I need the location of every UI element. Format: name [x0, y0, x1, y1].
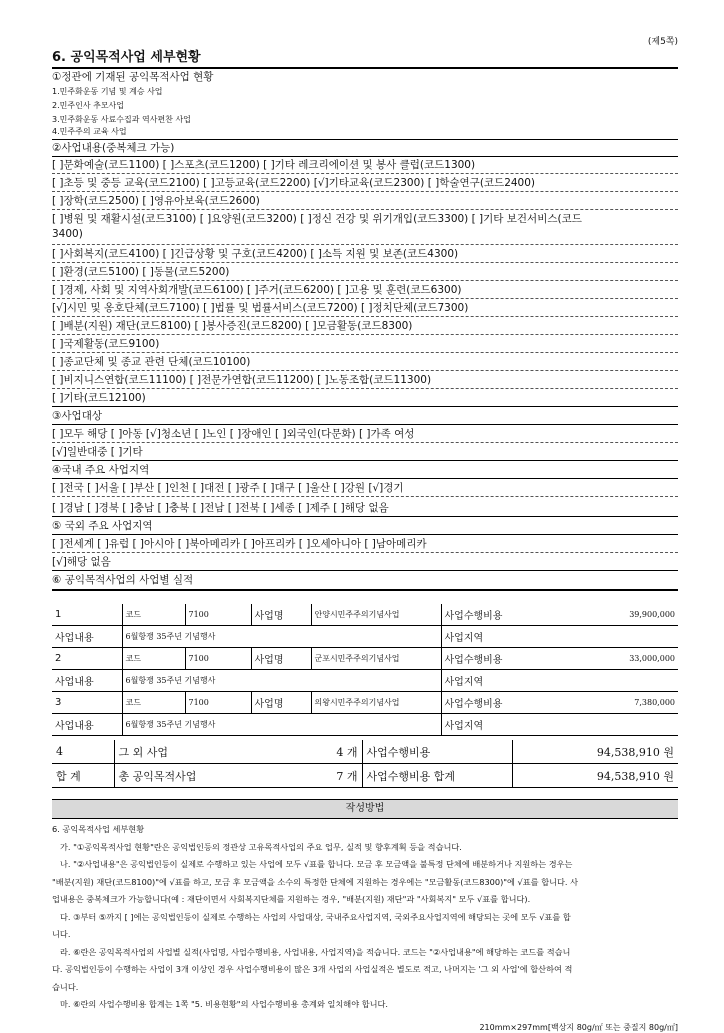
project-row [52, 692, 678, 714]
s2-line: [ ]장학(코드2500) [ ]영유아보육(코드2600) [52, 193, 678, 210]
note-line: 마. ⑥란의 사업수행비용 합계는 1쪽 "5. 비용현황"의 사업수행비용 총계와 일치해야 합니다. [60, 999, 389, 1009]
other-amount: 94,538,910 원 [512, 740, 678, 764]
project-name: 의왕시민주주의기념사업 [311, 692, 441, 714]
s2-line: [ ]경제, 사회 및 지역사회개발(코드6100) [ ]주거(코드6200) [ ]고용 및 훈련(코드6300) [52, 282, 678, 299]
amount-label: 사업수행비용 [441, 604, 514, 626]
s2-line: [ ]병원 및 재활시설(코드3100) [ ]요양원(코드3200) [ ]정신 건강 및 위기개입(코드3300) [ ]기타 보건서비스(코드 [52, 213, 582, 225]
content-label: 사업내용 [52, 714, 122, 736]
s2-line: [ ]국제활동(코드9100) [52, 336, 678, 353]
s6-heading: ⑥ 공익목적사업의 사업별 실적 [52, 572, 678, 591]
s2-line: [ ]기타(코드12100) [52, 390, 678, 407]
content-label: 사업내용 [52, 626, 122, 648]
s2-line: [ ]종교단체 및 종교 관련 단체(코드10100) [52, 354, 678, 371]
note-line: "배분(지원) 재단(코드8100)"에 √표를 하고, 모금 후 모금액을 소수의 특정한 단체에 지원하는 경우에는 "모금활동(코드8300)"에 √표를 합니다. 사 [52, 876, 579, 887]
s3-line: [√]일반대중 [ ]기타 [52, 444, 678, 461]
s1-item: 3.민주화운동 사료수집과 역사편찬 사업 [52, 115, 191, 124]
region-label: 사업지역 [441, 670, 514, 692]
s3-heading: ③사업대상 [52, 408, 678, 425]
name-label: 사업명 [251, 692, 311, 714]
sum-no: 합 계 [52, 764, 114, 788]
s5-heading: ⑤ 국외 주요 사업지역 [52, 518, 678, 535]
region-label: 사업지역 [441, 714, 514, 736]
performance-table [52, 604, 678, 736]
project-content: 6월항쟁 35주년 기념행사 [122, 714, 441, 736]
code-label: 코드 [122, 692, 185, 714]
note-line: 가. "①공익목적사업 현황"란은 공익법인등의 정관상 고유목적사업의 주요 업무, 실적 및 향후계획 등을 적습니다. [60, 841, 462, 852]
s5-line: [ ]전세계 [ ]유럽 [ ]아시아 [ ]북아메리카 [ ]아프리카 [ ]오세아니아 [ ]남아메리카 [52, 536, 678, 553]
page-number: (제5쪽) [647, 37, 678, 47]
s2-line: [ ]초등 및 중등 교육(코드2100) [ ]고등교육(코드2200) [√]기타교육(코드2300) [ ]학술연구(코드2400) [52, 175, 678, 192]
note-line: 다. 공익법인등이 수행하는 사업이 3개 이상인 경우 사업수행비용이 많은 3개 사업의 사업실적은 별도로 적고, 나머지는 '그 외 사업'에 합산하여 적 [52, 964, 573, 974]
amount-label: 사업수행비용 [441, 648, 514, 670]
project-detail-row [52, 670, 678, 692]
project-row [52, 604, 678, 626]
note-line: 6. 공익목적사업 세부현황 [52, 824, 145, 834]
amount-label: 사업수행비용 [441, 692, 514, 714]
project-no: 2 [52, 648, 122, 670]
s1-item: 4.민주주의 교육 사업 [52, 126, 678, 140]
project-region [514, 626, 678, 648]
other-count: 4 개 [314, 740, 362, 764]
content-label: 사업내용 [52, 670, 122, 692]
s2-heading: ②사업내용(중복체크 가능) [52, 140, 678, 157]
project-content: 6월항쟁 35주년 기념행사 [122, 626, 441, 648]
s1-item: 1.민주화운동 기념 및 계승 사업 [52, 87, 163, 96]
other-projects-row [52, 740, 678, 764]
note-line: 니다. [52, 929, 71, 939]
paper-spec-footer: 210mm×297mm[백상지 80g/㎡ 또는 중질지 80g/㎡] [479, 1023, 678, 1032]
project-no: 1 [52, 604, 122, 626]
other-no: 4 [52, 740, 114, 764]
code-label: 코드 [122, 604, 185, 626]
s5-line: [√]해당 없음 [52, 554, 678, 571]
s2-line: [ ]비지니스연합(코드11100) [ ]전문가연합(코드11200) [ ]노동조합(코드11300) [52, 372, 678, 389]
project-amount: 39,900,000 [514, 604, 678, 626]
note-line: 다. ③부터 ⑤까지 [ ]에는 공익법인등이 실제로 수행하는 사업의 사업대상, 국내주요사업지역, 국외주요사업지역에 해당되는 곳에 모두 √표를 합 [60, 911, 571, 922]
note-line: 라. ⑥란은 공익목적사업의 사업별 실적(사업명, 사업수행비용, 사업내용, 사업지역)을 적습니다. 코드는 "②사업내용"에 해당하는 코드를 적습니 [60, 946, 571, 957]
s1-heading: ①정관에 기재된 공익목적사업 현황 [52, 71, 214, 83]
s2-line: [√]시민 및 옹호단체(코드7100) [ ]법률 및 법률서비스(코드7200) [ ]정치단체(코드7300) [52, 300, 678, 317]
other-amount-label: 사업수행비용 [362, 740, 512, 764]
s3-line: [ ]모두 해당 [ ]아동 [√]청소년 [ ]노인 [ ]장애인 [ ]외국인(다문화) [ ]가족 여성 [52, 426, 678, 443]
s4-line: [ ]경남 [ ]경북 [ ]충남 [ ]충북 [ ]전남 [ ]전북 [ ]세종 [ ]제주 [ ]해당 없음 [52, 500, 678, 517]
s2-line: 3400) [52, 228, 678, 245]
sum-row [52, 764, 678, 788]
project-content: 6월항쟁 35주년 기념행사 [122, 670, 441, 692]
section-title: 6. 공익목적사업 세부현황 [52, 49, 678, 69]
s2-line: [ ]배분(지원) 재단(코드8100) [ ]봉사증진(코드8200) [ ]모금활동(코드8300) [52, 318, 678, 335]
note-line: 업내용은 중복체크가 가능합니다(예 : 재단이면서 사회복지단체를 지원하는 경우, "배분(지원) 재단"과 "사회복지" 모두 √표를 합니다). [52, 894, 531, 904]
project-code: 7100 [185, 648, 251, 670]
instructions [52, 821, 678, 1014]
project-detail-row [52, 626, 678, 648]
note-line: 습니다. [52, 981, 79, 992]
project-no: 3 [52, 692, 122, 714]
project-code: 7100 [185, 692, 251, 714]
s2-line: [ ]문화예술(코드1100) [ ]스포츠(코드1200) [ ]기타 레크리에이션 및 봉사 클럽(코드1300) [52, 157, 678, 174]
s4-line: [ ]전국 [ ]서울 [ ]부산 [ ]인천 [ ]대전 [ ]광주 [ ]대구 [ ]울산 [ ]강원 [√]경기 [52, 480, 678, 497]
howto-header: 작성방법 [52, 799, 678, 819]
project-row [52, 648, 678, 670]
project-name: 안양시민주주의기념사업 [311, 604, 441, 626]
name-label: 사업명 [251, 604, 311, 626]
project-region [514, 670, 678, 692]
s4-heading: ④국내 주요 사업지역 [52, 462, 678, 479]
sum-label: 총 공익목적사업 [114, 764, 314, 788]
other-label: 그 외 사업 [114, 740, 314, 764]
s1-item: 2.민주인사 추모사업 [52, 101, 124, 110]
s2-line: [ ]사회복지(코드4100) [ ]긴급상황 및 구호(코드4200) [ ]소득 지원 및 보존(코드4300) [52, 246, 678, 263]
project-code: 7100 [185, 604, 251, 626]
project-detail-row [52, 714, 678, 736]
totals-table [52, 740, 678, 788]
project-region [514, 714, 678, 736]
s2-line: [ ]환경(코드5100) [ ]동물(코드5200) [52, 264, 678, 281]
name-label: 사업명 [251, 648, 311, 670]
sum-amount: 94,538,910 원 [512, 764, 678, 788]
sum-count: 7 개 [314, 764, 362, 788]
note-line: 나. "②사업내용"은 공익법인등이 실제로 수행하고 있는 사업에 모두 √표를 합니다. 모금 후 모금액을 불특정 단체에 배분하거나 지원하는 경우는 [60, 859, 573, 869]
project-amount: 7,380,000 [514, 692, 678, 714]
code-label: 코드 [122, 648, 185, 670]
sum-amount-label: 사업수행비용 합계 [362, 764, 512, 788]
project-amount: 33,000,000 [514, 648, 678, 670]
region-label: 사업지역 [441, 626, 514, 648]
project-name: 군포시민주주의기념사업 [311, 648, 441, 670]
